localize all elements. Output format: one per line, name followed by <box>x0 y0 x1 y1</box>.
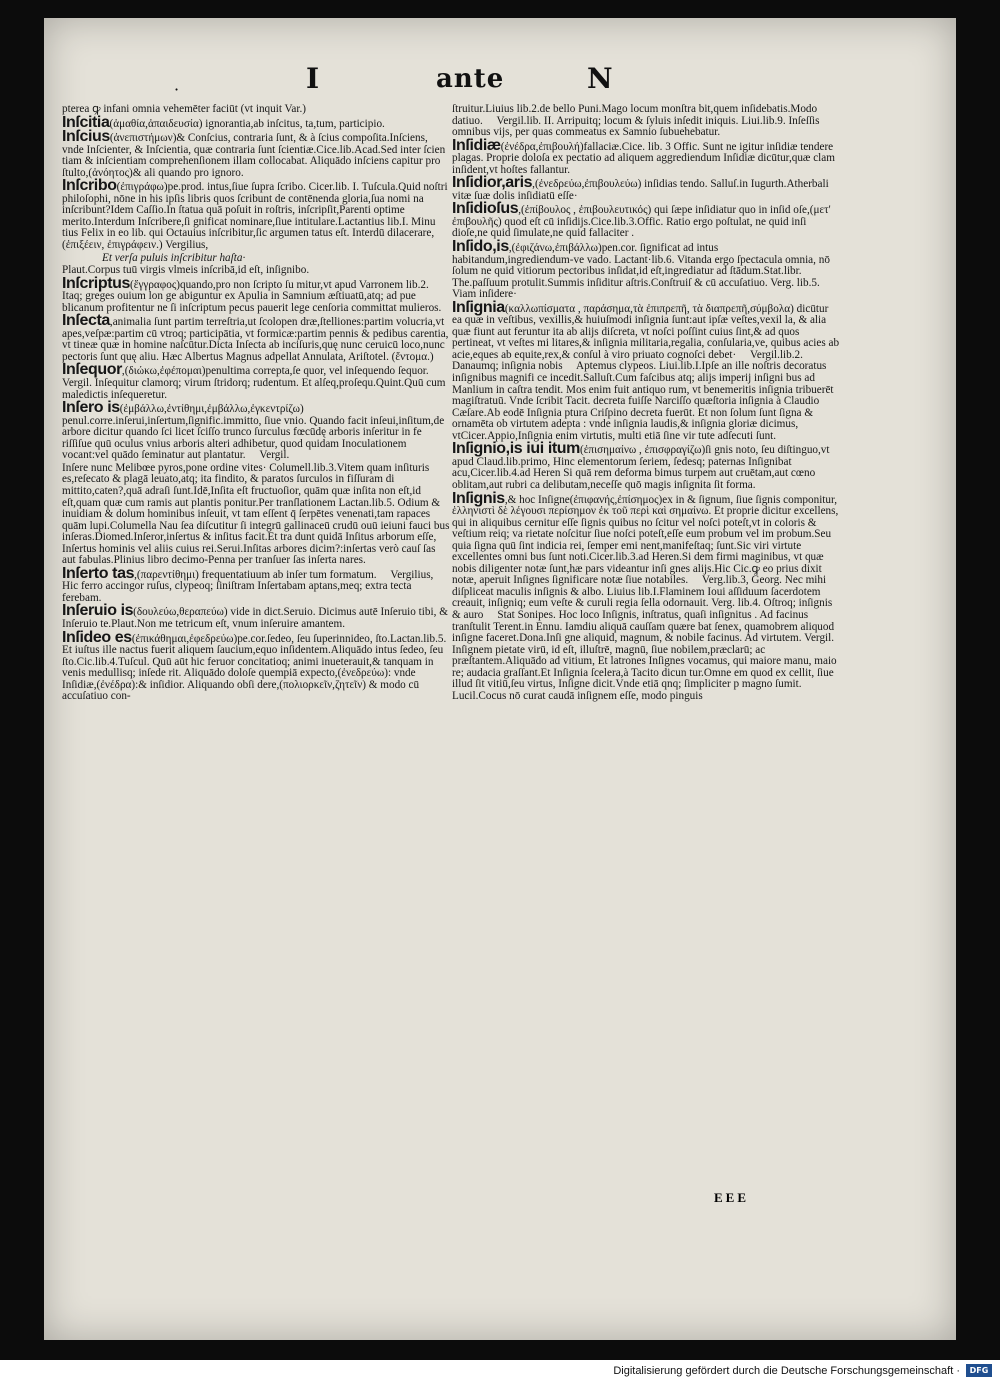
dictionary-entry <box>62 274 450 315</box>
right-column <box>452 104 840 703</box>
dictionary-entry <box>452 489 842 703</box>
entry-headword: Inſidior,aris <box>452 174 533 192</box>
entry-text: (ἐνέδρα,ἐπιβουλή)fallaciæ.Cice. lib. 3 Offic. Sunt ne igitur inſidiæ tendere plagas. Proprie doloſa ex pectatio ad aliquem aggrediendum Inſidiæ dicūtur,quæ clam inſident,vt hoſtes fallantur. <box>452 140 838 176</box>
dictionary-entry <box>62 564 450 605</box>
dictionary-entry <box>62 128 450 179</box>
entry-text: (ἀνεπιστήμων)& Conſcius, contraria ſunt, & à ſcius compoſita.Inſciens, vnde Inſcienter, & Inſcientia, quæ contraria ſunt ſcientiæ.Cice.lib.Acad.Sed inter ſcien tiam & inſcientiam comprehenſionem illam collocabat. Aliquādo inſciens capitur pro ſtulto,(ἀνόητος)& ali quando pro ignoro. <box>62 132 449 179</box>
dictionary-entry <box>452 200 840 240</box>
entry-text: ,(ἐπίβουλος , ἐπιβουλευτικός) qui ſæpe inſidiatur quo in inſid oſe,(μετ' ἐπιβουλῆς) quod eſt cū inſidijs.Cice.lib.3.Offic. Ratio ergo poſtulat, ne quid inſi dioſe,ne quid ſimulate,ne quid fallaciter . <box>452 204 834 240</box>
dictionary-entry <box>62 361 450 401</box>
entry-text: (καλλωπίσματα , παράσημα,τὰ ἐπιπρεπῆ, τὰ διαπρεπῆ,σύμβολα) dicūtur ea quæ in veſtibus, vexillis,& huiuſmodi inſignia ſunt:aut ipſæ veſtes,vexil la, & alia quæ fiunt aut feruntur ita ab alijs diſcreta, vt noſci poſſint cuius ſint,& ad quos pertineat, vt veſtes mi litares,& inſignia militaria,regalia, conſularia,ve, quibus acies ab acie,eques ab equite,rex,& conſul à viro priuato cognoſci debet· Vergil.lib.2. Danaumq; inſignia nobis Aptemus clypeos. Liui.lib.I.Ipſe an ille noſtris decoratus inſignibus magnifi ce incedit.Salluſt.Cum faſcibus atq; alijs imperij inſigni bus ad Manlium in caſtra tendit. Mos enim fuit antiquo rum, vt benemeritis inſignia tribuerēt magiſtratuū. Vnde ſcribit Tacit. decreta fuiſſe Narciſſo quæſtoria inſignia à Claudio Cæſare.Ab eodē Inſignia ptura Criſpino decreta fuerūt. Et non ſolum ſunt ſigna & ornamēta ob virtutem adepta : vnde inſignia laudis,& inſignia gloriæ dicimus, vtCicer.Appio,Inſignia enim virtutis, multi etiā ſine vir tute adſecuti ſunt. <box>452 302 842 442</box>
entry-text: ,(διώκω,ἐφέπομαι)penultima correpta,ſe quor, vel inſequendo ſequor. Vergil. Inſequitur clamorq; virum ſtridorq; rudentum. Et alſeq,proſequ.Quint.Quū cum maledictis inſequeretur. <box>62 365 449 401</box>
entry-text: (ἔγγραφος)quando,pro non ſcripto ſu mitur,vt apud Varronem lib.2. Itaq; greges ouium lon ge abiguntur ex Apulia in Samnium æſtiuatū,atq; ad pue blicanum profitentur ne ſi inſcriptum pecus pauerit lege cenſoria committat mulieros. <box>62 278 442 314</box>
entry-headword: Inſignis <box>452 489 505 507</box>
entry-text: (ἐπισημαίνω , ἐπισφραγίζω)ſi gnis noto, ſeu diſtinguo,vt apud Claud.lib.primo, Hinc elementorum ſeriem, ſedesq; paternas Inſignibat acu,Cicer.lib.4.ad Heren Si quā rem deforma bimus turpem aut cruētam,aut cœno oblitam,aut rubri ca delibutam,neceſſe quō magis inſignita ſit forma. <box>452 444 833 491</box>
column-letter-left: I <box>306 62 320 95</box>
entry-text: Plaut.Corpus tuū virgis vlmeis inſcribā,id eſt, inſignibo. <box>62 264 310 277</box>
entry-text: Et verſa puluis inſcribitur haſta· <box>102 251 246 264</box>
running-word: ante <box>436 64 505 94</box>
entry-text: ſtruitur.Liuius lib.2.de bello Puni.Mago locum monſtra bit,quem inſidebatis.Modo datiuo. Vergil.lib. II. Arripuitq; locum & ſyluis inſedit iniquis. Liui.lib.9. Inſeſſis omnibus vijs, per quas commeatus ex Samnio ſubuehebatur. <box>452 103 823 139</box>
dictionary-entry <box>452 440 840 491</box>
dictionary-entry <box>452 174 840 202</box>
entry-headword: Inſidioſus <box>452 200 519 218</box>
dictionary-entry <box>62 628 450 703</box>
left-column <box>62 103 453 704</box>
entry-headword: Inſeruio is <box>62 602 134 620</box>
dictionary-entry <box>62 312 452 363</box>
entry-text: (ἐμβάλλω,ἐντίθημι,ἐμβάλλω,ἐγκεντρίζω) penul.corre.inſerui,inſertum,ſignific.immitto, ſiue vnio. Quando facit inſeui,inſitum,de arbore dicitur quando ſci licet ſciſſo trunco ſurculus fœcūdę arboris inſeritur in fe riſſiſue quū oculus vnius arboris alteri adhibetur, quod quidam Inoculationem vocant:vel quādo ſeminatur aut plantatur. Vergil. <box>62 403 447 462</box>
entry-text: ,& hoc Inſigne(ἐπιφανής,ἐπίσημος)ex in & ſignum, ſiue ſignis componitur, ἑλληνιστὶ δὲ λέγουσι περίσημον ἐκ τοῦ περὶ καὶ σημαίνω. Et proprie dicitur excellens, qui in aliquibus cernitur eſſe ſignis quibus no ſcitur vel noſci poteſt,vt in coloris & veſtium reiq; va rietate noſcitur ſiue noſci poteſt,eſſe eum probum vel im probum.Seu quia ſigna quū ſint indicia rei, ſemper emi nent,manifeſtaq; ſunt.Sic viri virtute excellentes omni bus ſunt noti.Cicer.lib.3.ad Heren.Si dem firmi maginibus, vt quæ nobis diligenter notæ ſunt,hæ pars videantur inſi gnes alijs.Hic Cic.ꝙ eo prius dixit notæ, aperuit Inſignes ſignificare notæ ſiue notabiles. Verg.lib.3, Georg. Nec mihi diſpliceat maculis inſignis & albo. Liuius lib.I.Flaminem Ioui aſſiduum ſacerdotem creauit, inſigniq; eum veſte & curuli regia ſella odornauit. Verg. lib.4. Oſtroq; inſignis & auro Stat Sonipes. Hoc loco Inſignis, inſtratus, quaſi inſignitus . Ad facinus tranſtulit Terent.in Ennu. Iamdiu aliquā cauſſam quære bat ſenex, quamobrem aliquod inſigne faceret.Dona.Inſi gne aliquid, magnum, & nobile facinus. Ad virtutem. Vergil. Inſignem pietate virū, id eſt, illuſtrē, magnū, ſiue nobilem,præclarū; ac præſtantem.Aliquādo ad vitium, Et latrones Inſignes vocamus, qui maiore manu, maio re; audacia graſſant.Et Inſignia ſcelera,à Tacito dicun tur.Omne em quod ex cellit, ſiue illud ſit vitiū,ſeu virtus, Inſigne dicit.Vnde etiā qnq; ſimpliciter p magno ſumit. Lucil.Cocus nō curat caudā inſignem eſſe, modo pinguis <box>452 493 842 702</box>
entry-headword: Inſcius <box>62 128 110 146</box>
entry-text: ,(ἐφιζάνω,ἐπιβάλλω)pen.cor. ſignificat ad intus habitandum,ingrediendum-ve vado. Lactant·lib.6. Vitanda ergo ſpectacula omnia, nō ſolum ne quid vitiorum pectoribus inſidat,id eſt,ingrediatur ad ſtādum.Stat.libr. The.paſſuum protulit.Summis inſiditur aſtris.Conſtruiſ & cū accuſatiuo. Verg. lib.5. Viam inſidere· <box>452 242 834 301</box>
entry-headword: Inſido,is <box>452 238 509 256</box>
dictionary-entry <box>62 177 451 252</box>
entry-headword: Inſcribo <box>62 177 117 195</box>
entry-text: (ἀμαθία,ἀπαιδευσία) ignorantia,ab inſcitus, ta,tum, participio. <box>109 117 385 130</box>
dictionary-entry <box>62 602 451 630</box>
entry-headword: Inſcriptus <box>62 274 131 292</box>
entry-headword: Inſecta <box>62 312 110 330</box>
dfg-logo: DFG <box>966 1364 992 1377</box>
entry-text: (ἐπικάθημαι,ἐφεδρεύω)pe.cor.ſedeo, ſeu ſuperinnideo, ſto.Lactan.lib.5. Et iuſtus ille nactus fuerit aliquem ſaucium,equo inſidentem.Aliquādo intus ſedeo, ſeu ſto.Cic.lib.4.Tuſcul. Quū aūt hic feruor concitatioq; animi inueterauit,& tanquam in venis medullisq; inſede rit. Aliquādo doloſe quempiā expecto,(ἐνεδρεύω): vnde Inſidiæ,(ἐνέδρα):& inſidior. Aliquando obſi dere,(πολιορκεῖν,ζητεῖν) & modo cū accuſatiuo con- <box>62 632 450 703</box>
entry-headword: Inſignio,is iui itum <box>452 440 580 458</box>
dictionary-entry <box>62 253 450 265</box>
entry-headword: Inſerto tas <box>62 564 135 582</box>
entry-text: pterea ꝙ infani omnia vehemēter faciūt (vt inquit Var.) <box>62 103 306 115</box>
dictionary-entry <box>62 399 450 462</box>
entry-text: (δουλεύω,θεραπεύω) vide in dict.Seruio. Dicimus autē Inſeruio tibi, & Inſeruio te.Plaut.Non me tetricum eſt, vnum inſeruire amantem. <box>62 606 451 630</box>
entry-headword: Inſignia <box>452 298 505 316</box>
dictionary-entry <box>62 113 450 131</box>
signature-mark: EEE <box>714 1190 750 1205</box>
dictionary-entry <box>452 104 840 139</box>
dictionary-entry <box>452 238 840 301</box>
footer-bar <box>0 1360 1000 1382</box>
entry-headword: Inſero is <box>62 399 120 417</box>
dictionary-entry <box>62 104 450 116</box>
dictionary-entry <box>452 298 842 443</box>
entry-headword: Inſcitia <box>62 113 110 131</box>
column-letter-right: N <box>587 62 613 95</box>
header-mark: · <box>174 80 180 99</box>
entry-text: (ἐπιγράφω)pe.prod. intus,ſiue ſupra ſcribo. Cicer.lib. I. Tuſcula.Quid noſtri philoſophi, nōne in his ipſis libris quos ſcribunt de contēnenda gloria,ſua nomi na inſcribunt?Idem Caſſio.In ſtatua quā poſuit in roſtris, inſcripſit,Parenti optime merito.Interdum Inſcribere,ſi gnificat nominare,ſiue intitulare.Lactantius lib.I. Minu tius Felix in eo lib. qui Octauius inſcribitur,ſic argumen tatus eſt. Interdū dilacerare, (ἐπιξέειν, ἐπιγράφειν.) Vergilius, <box>62 181 451 252</box>
entry-headword: Inſidiæ <box>452 136 501 154</box>
entry-text: ,(ἐνεδρεύω,ἐπιβουλεύω) inſidias tendo. Salluſ.in Iugurth.Atherbali vitæ ſuæ dolis inſidiatū eſſe· <box>452 178 832 202</box>
funding-note: Digitalisierung gefördert durch die Deutsche Forschungsgemeinschaft · <box>613 1365 960 1377</box>
dictionary-entry <box>452 136 840 177</box>
entry-text: ,(παρεντίθημι) frequentatiuum ab inſer tum formatum. Vergilius, Hic ferro accingor ruſus, clypeoq; ſiniſtram Inſertabam aptans,meq; extra tecta ferebam. <box>62 568 437 604</box>
book-page <box>44 18 956 1340</box>
entry-text: ,animalia ſunt partim terreſtria,ut ſcolopen dræ,ſtelliones:partim volucria,vt apes,veſpæ:partim cū vtroq; participātia, vt formicæ:partim pennis & pedibus carentia, vt tineæ quæ in homine naſcūtur.Dicta Inſecta ab inciſuris,quę nunc ceruicū loco,nunc pectoris ſunt quę aliu. Hæc Albertus Magnus adpellat Annulata, Ariſtotel. (ἔντομα.) <box>62 316 452 363</box>
entry-headword: Inſequor <box>62 361 122 379</box>
entry-headword: Inſideo es <box>62 628 132 646</box>
entry-text: Inſere nunc Melibœe pyros,pone ordine vites· Columell.lib.3.Vitem quam inſituris es,reſecato & plagā leuato,atq; ita findito, & paratos ſurculos in fiſſuram di mittito,caten?,quā adraſi ſunt.Idē,Inſita eſt fructuoſior, quām quæ inſita non eſt,id eſt,quam quæ cum ramis aut plantis ponitur.Per tranſlationem Lactan.lib.5. Odium & inuidiam & dolum hominibus inſeuit, vt tam eſſent q̄ ſerpētes venenati,tam rapaces quām lupi.Columella Nau ſea diſcutitur ſi integrū gallinaceū crudū ouū ieiuni fauci bus inſeras.Diomed.Inſeror,inſertus & inſitus facit.Et tra dunt quidā Inſitus arborum eſſe, Inſertus hominis vel aliis cuius rei.Serui.Inſitas arbores dicim?:inſertas verò cauſ ſas aut fabulas.Plinius libro decimo-Penna per tranſuer ſas inſerta nares. <box>62 461 453 567</box>
dictionary-entry <box>62 461 453 567</box>
